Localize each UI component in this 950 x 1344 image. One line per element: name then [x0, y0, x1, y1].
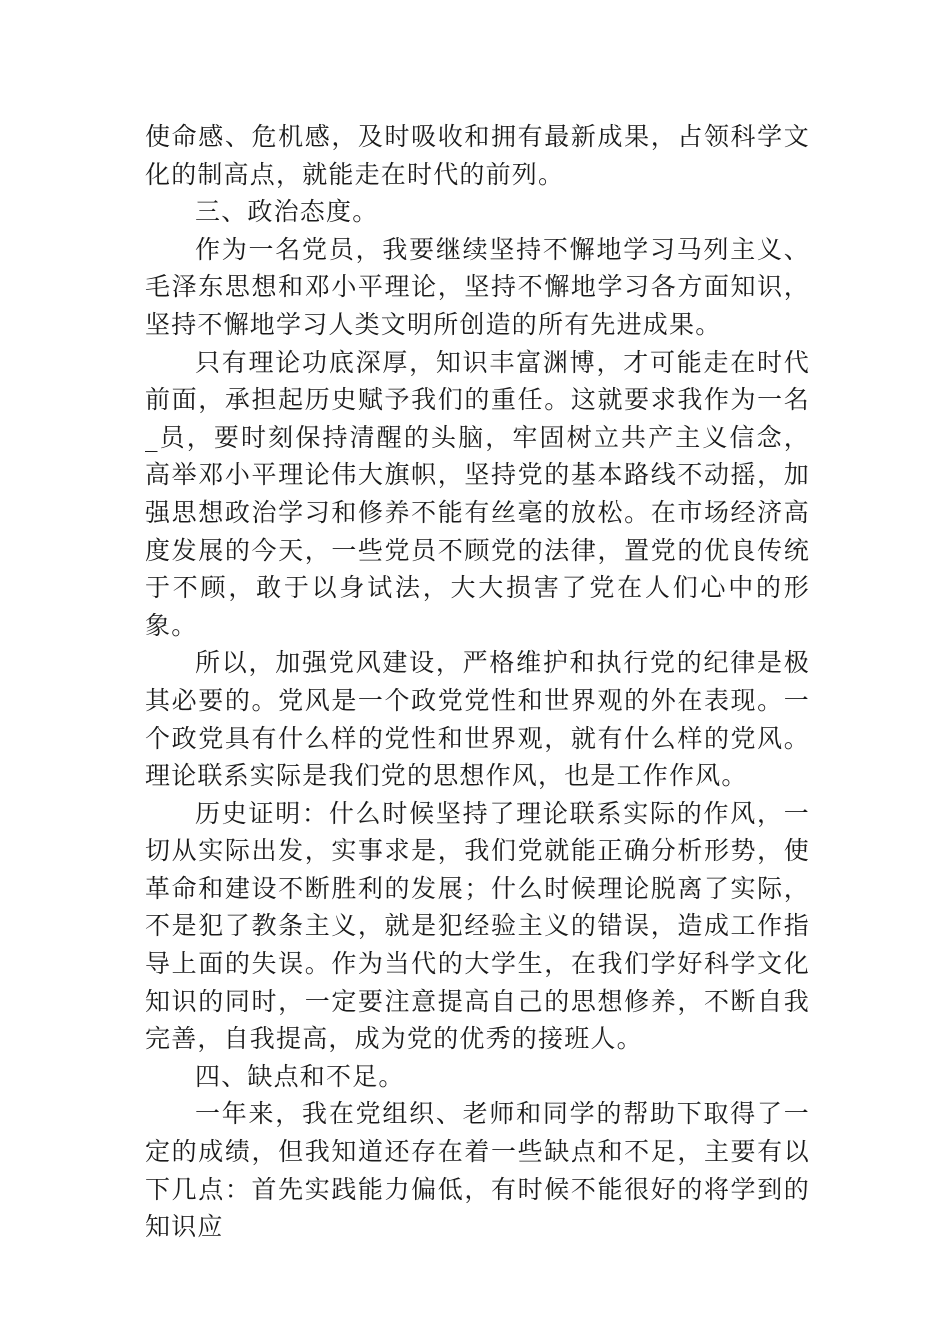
paragraph-continuation: 使命感、危机感，及时吸收和拥有最新成果，占领科学文化的制高点，就能走在时代的前列。	[145, 122, 810, 189]
paragraph: 一年来，我在党组织、老师和同学的帮助下取得了一定的成绩，但我知道还存在着一些缺点和不足，主要有以下几点：首先实践能力偏低，有时候不能很好的将学到的知识应	[145, 1099, 810, 1242]
document-body	[145, 118, 810, 1246]
section-heading-shortcomings: 四、缺点和不足。	[195, 1061, 405, 1091]
paragraph: 作为一名党员，我要继续坚持不懈地学习马列主义、毛泽东思想和邓小平理论，坚持不懈地学习各方面知识，坚持不懈地学习人类文明所创造的所有先进成果。	[145, 234, 810, 339]
paragraph: 所以，加强党风建设，严格维护和执行党的纪律是极其必要的。党风是一个政党党性和世界观的外在表现。一个政党具有什么样的党性和世界观，就有什么样的党风。理论联系实际是我们党的思想作风，也是工作作风。	[145, 648, 810, 791]
section-heading-political-attitude: 三、政治态度。	[195, 197, 379, 227]
paragraph: 只有理论功底深厚，知识丰富渊博，才可能走在时代前面，承担起历史赋予我们的重任。这就要求我作为一名_员，要时刻保持清醒的头脑，牢固树立共产主义信念，高举邓小平理论伟大旗帜，坚持党的基本路线不动摇，加强思想政治学习和修养不能有丝毫的放松。在市场经济高度发展的今天，一些党员不顾党的法律，置党的优良传统于不顾，敢于以身试法，大大损害了党在人们心中的形象。	[145, 347, 810, 640]
paragraph: 历史证明：什么时候坚持了理论联系实际的作风，一切从实际出发，实事求是，我们党就能正确分析形势，使革命和建设不断胜利的发展；什么时候理论脱离了实际，不是犯了教条主义，就是犯经验主义的错误，造成工作指导上面的失误。作为当代的大学生，在我们学好科学文化知识的同时，一定要注意提高自己的思想修养，不断自我完善，自我提高，成为党的优秀的接班人。	[145, 798, 810, 1054]
